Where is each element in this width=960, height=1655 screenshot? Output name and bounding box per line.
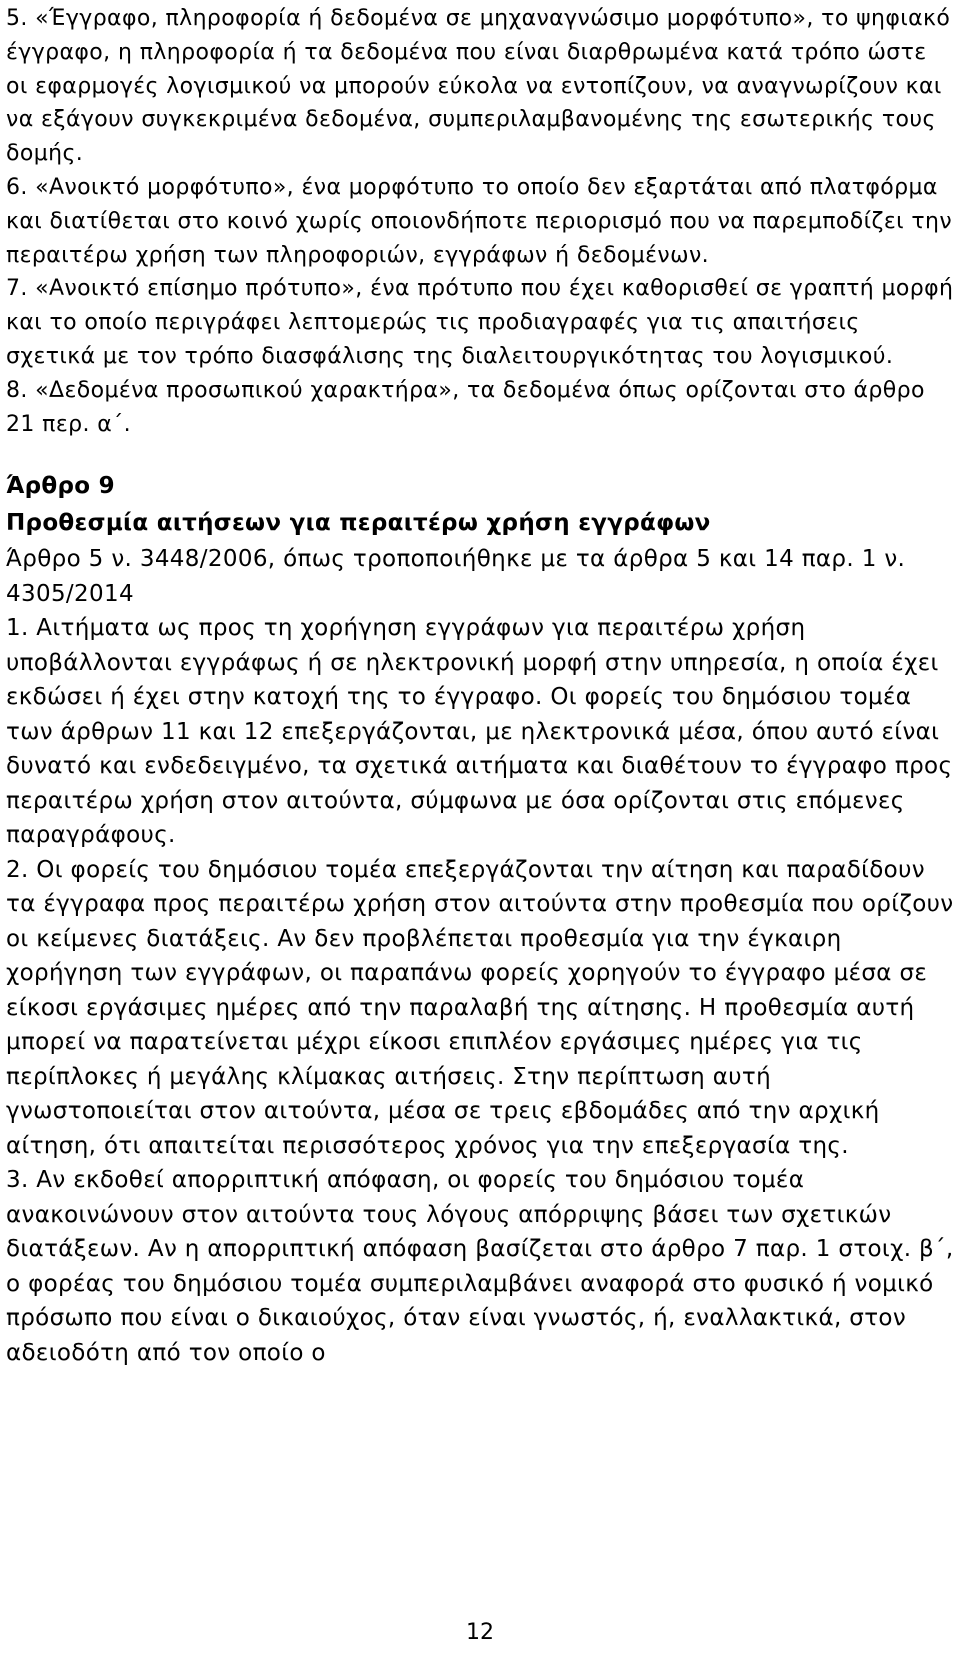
page-number: 12: [466, 1620, 494, 1645]
definition-item-7: 7. «Ανοικτό επίσημο πρότυπο», ένα πρότυπο που έχει καθορισθεί σε γραπτή μορφή και το οποίο περιγράφει λεπτομερώς τις προδιαγραφές για τις απαιτήσεις σχετικά με τον τρόπο διασφάλισης της διαλειτουργικότητας του λογισμικού.: [6, 276, 954, 369]
article-paragraph-1: 1. Αιτήματα ως προς τη χορήγηση εγγράφων για περαιτέρω χρήση υποβάλλονται εγγράφως ή σε ηλεκτρονική μορφή στην υπηρεσία, η οποία έχει εκδώσει ή έχει στην κατοχή της το έγγραφο. Οι φορείς του δημόσιου τομέα των άρθρων 11 και 12 επεξεργάζονται, με ηλεκτρονικά μέσα, όπου αυτό είναι δυνατό και ενδεδειγμένο, τα σχετικά αιτήματα και διαθέτουν το έγγραφο προς περαιτέρω χρήση στον αιτούντα, σύμφωνα με όσα ορίζονται στις επόμενες παραγράφους.: [6, 615, 953, 849]
article-paragraph-2: 2. Οι φορείς του δημόσιου τομέα επεξεργάζονται την αίτηση και παραδίδουν τα έγγραφα προς περαιτέρω χρήση στον αιτούντα στην προθεσμία που ορίζουν οι κείμενες διατάξεις. Αν δεν προβλέπεται προθεσμία για την έγκαιρη χορήγηση των εγγράφων, οι παραπάνω φορείς χορηγούν το έγγραφο μέσα σε είκοσι εργάσιμες ημέρες από την παραλαβή της αίτησης. Η προθεσμία αυτή μπορεί να παρατείνεται μέχρι είκοσι επιπλέον εργάσιμες ημέρες για τις περίπλοκες ή μεγάλης κλίμακας αιτήσεις. Στην περίπτωση αυτή γνωστοποιείται στον αιτούντα, μέσα σε τρεις εβδομάδες από την αρχική αίτηση, ότι απαιτείται περισσότερος χρόνος για την επεξεργασία της.: [6, 856, 954, 1159]
article-source-note: Άρθρο 5 ν. 3448/2006, όπως τροποποιήθηκε με τα άρθρα 5 και 14 παρ. 1 ν. 4305/2014: [6, 546, 906, 607]
article-paragraph-3: 3. Αν εκδοθεί απορριπτική απόφαση, οι φορείς του δημόσιου τομέα ανακοινώνουν στον αιτούντα τους λόγους απόρριψης βάσει των σχετικών διατάξεων. Αν η απορριπτική απόφαση βασίζεται στο άρθρο 7 παρ. 1 στοιχ. β΄, ο φορέας του δημόσιου τομέα συμπεριλαμβάνει αναφορά στο φυσικό ή νομικό πρόσωπο που είναι ο δικαιούχος, όταν είναι γνωστός, ή, εναλλακτικά, στον αδειοδότη από τον οποίο ο: [6, 1167, 954, 1366]
definition-item-8: 8. «Δεδομένα προσωπικού χαρακτήρα», τα δεδομένα όπως ορίζονται στο άρθρο 21 περ. α΄.: [6, 377, 925, 437]
article-title: Προθεσμία αιτήσεων για περαιτέρω χρήση εγγράφων: [6, 510, 711, 537]
article-number: Άρθρο 9: [6, 473, 115, 500]
definitions-list: [6, 2, 954, 441]
document-page: [6, 2, 954, 1370]
definition-item-6: 6. «Ανοικτό μορφότυπο», ένα μορφότυπο το οποίο δεν εξαρτάται από πλατφόρμα και διατίθεται στο κοινό χωρίς οποιονδήποτε περιορισμό που να παρεμποδίζει την περαιτέρω χρήση των πληροφοριών, εγγράφων ή δεδομένων.: [6, 174, 953, 268]
article-heading: [6, 468, 954, 542]
definition-item-5: 5. «Έγγραφο, πληροφορία ή δεδομένα σε μηχαναγνώσιμο μορφότυπο», το ψηφιακό έγγραφο, η πληροφορία ή τα δεδομένα που είναι διαρθρωμένα κατά τρόπο ώστε οι εφαρμογές λογισμικού να μπορούν εύκολα να εντοπίζουν, να αναγνωρίζουν και να εξάγουν συγκεκριμένα δεδομένα, συμπεριλαμβανομένης της εσωτερικής τους δομής.: [6, 6, 951, 167]
